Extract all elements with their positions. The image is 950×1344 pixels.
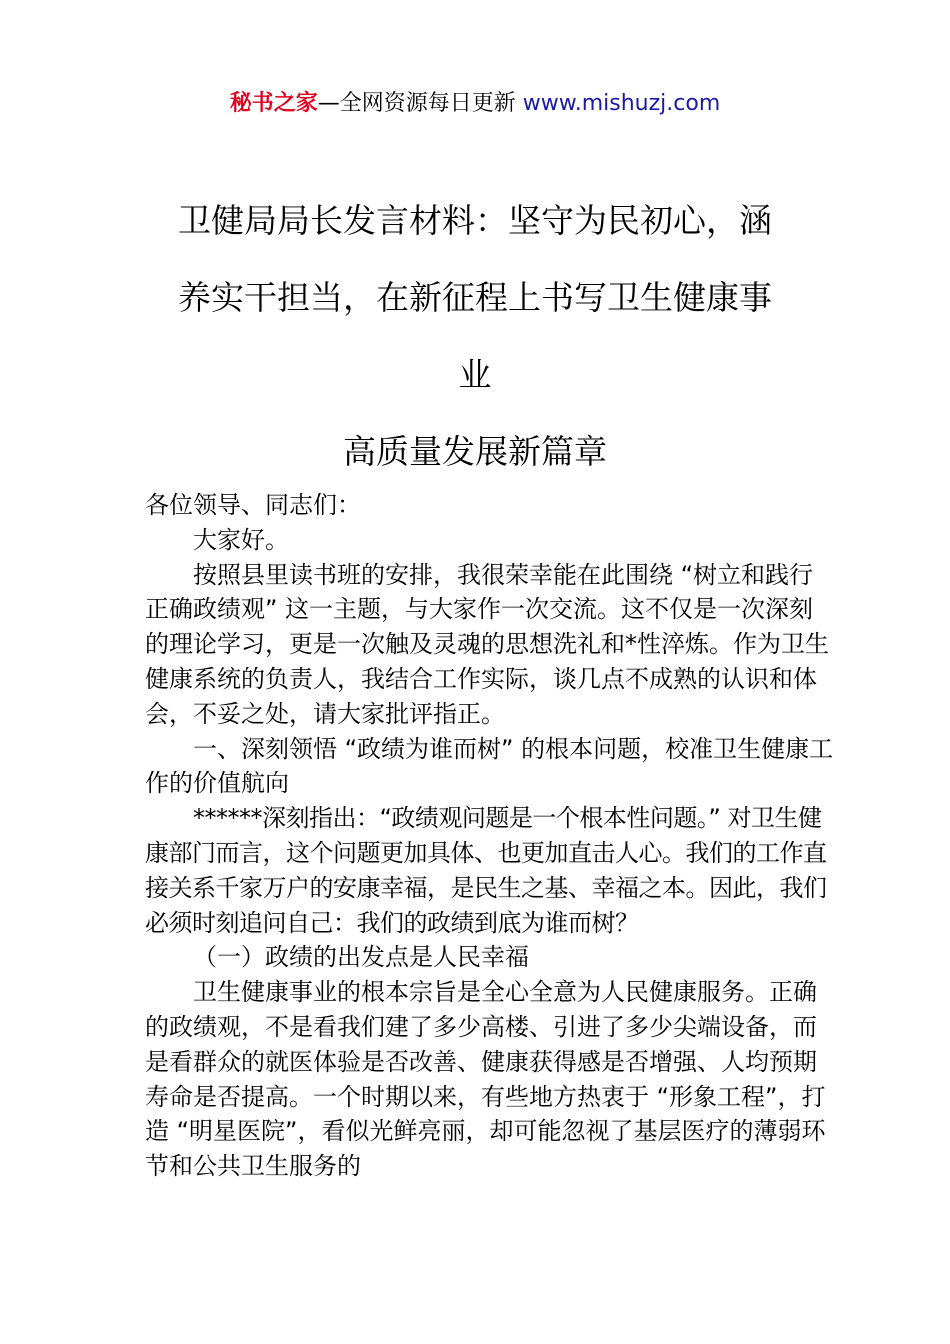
banner-tagline: —全网资源每日更新 (317, 91, 516, 116)
site-banner (0, 86, 950, 122)
intro-paragraph: 按照县里读书班的安排，我很荣幸能在此围绕 “树立和践行正确政绩观” 这一主题，与大家作一次交流。这不仅是一次深刻的理论学习，更是一次触及灵魂的思想洗礼和*性淬炼。作为卫生健康系统的负责人，我结合工作实际，谈几点不成熟的认识和体会，不妥之处，请大家批评指正。 (145, 560, 829, 728)
title-line: 高质量发展新篇章 (343, 432, 607, 471)
title-line: 养实干担当，在新征程上书写卫生健康事 (178, 278, 772, 317)
body-paragraph: 卫生健康事业的根本宗旨是全心全意为人民健康服务。正确的政绩观，不是看我们建了多少高楼、引进了多少尖端设备，而是看群众的就医体验是否改善、健康获得感是否增强、人均预期寿命是否提高。一个时期以来，有些地方热衷于 “形象工程”，打造 “明星医院”，看似光鲜亮丽，却可能忽视了基层医疗的薄弱环节和公共卫生服务的 (145, 978, 826, 1181)
document-title (145, 182, 805, 490)
site-url-link[interactable]: www.mishuzj.com (522, 91, 721, 116)
salutation: 各位领导、同志们： (145, 491, 361, 519)
greeting: 大家好。 (193, 525, 289, 554)
brand-name: 秘书之家 (229, 91, 318, 116)
subsection-heading-1: （一）政绩的出发点是人民幸福 (193, 943, 529, 972)
document-body (145, 488, 835, 1184)
title-line: 业 (458, 355, 492, 394)
body-paragraph: ******深刻指出：“政绩观问题是一个根本性问题。” 对卫生健康部门而言，这个问题更加具体、也更加直击人心。我们的工作直接关系千家万户的安康幸福，是民生之基、幸福之本。因此，我们必须时刻追问自己：我们的政绩到底为谁而树？ (145, 804, 827, 937)
section-heading-1: 一、深刻领悟 “政绩为谁而树” 的根本问题，校准卫生健康工作的价值航向 (145, 734, 834, 798)
title-line: 卫健局局长发言材料：坚守为民初心，涵 (178, 201, 772, 240)
